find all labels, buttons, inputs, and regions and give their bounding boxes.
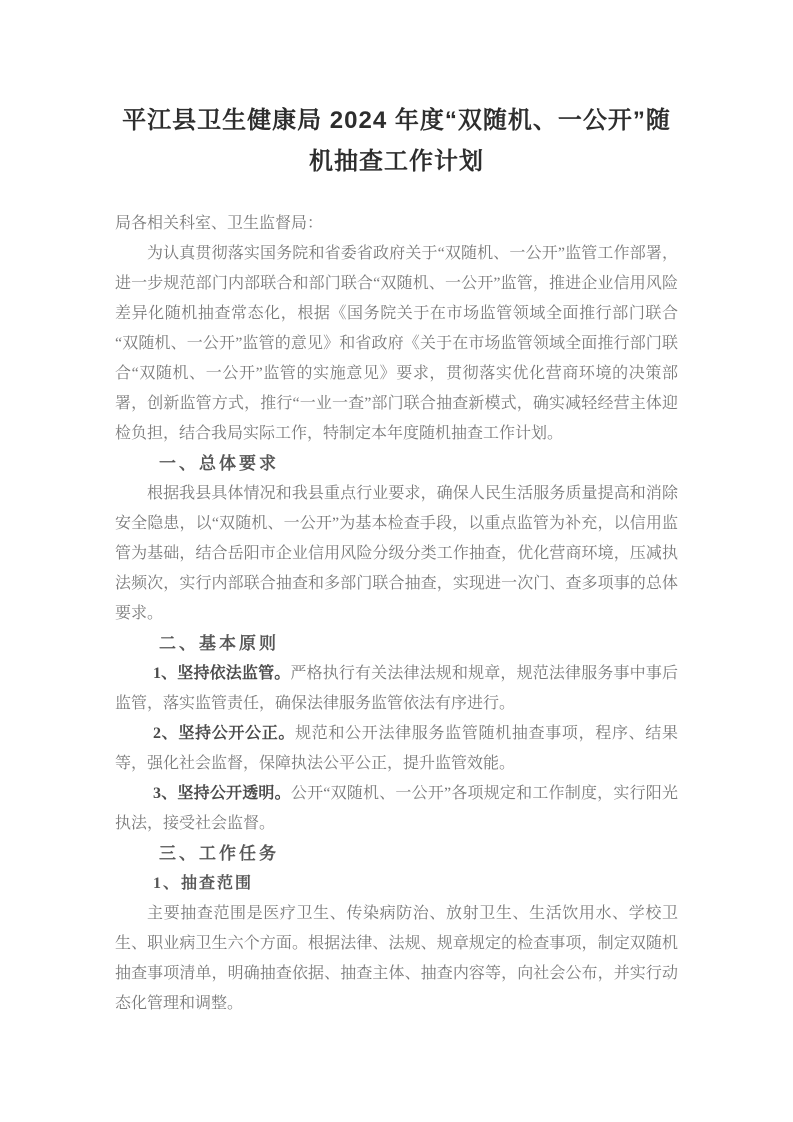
- document-title: [115, 100, 678, 182]
- principle-item-3-lead: 3、坚持公开透明。: [153, 785, 291, 802]
- principle-item-1-text: 严格执行有关法律法规和规章，规范法律服务事中事后监管，落实监管责任，确保法律服务监管依法有序进行。: [115, 665, 678, 712]
- principle-item-1: [115, 659, 678, 719]
- principle-item-1-lead: 1、坚持依法监管。: [153, 665, 291, 682]
- section-2-heading: 二、基本原则: [159, 634, 279, 653]
- document-title-line-2: 机抽查工作计划: [309, 148, 484, 175]
- document-title-line-1: 平江县卫生健康局 2024 年度“双随机、一公开”随: [122, 107, 671, 134]
- principle-item-3: [115, 779, 678, 839]
- intro-paragraph: 为认真贯彻落实国务院和省委省政府关于“双随机、一公开”监管工作部署，进一步规范部门内部联合和部门联合“双随机、一公开”监管，推进企业信用风险差异化随机抽查常态化，根据《国务院关于在市场监管领域全面推行部门联合“双随机、一公开”监管的意见》和省政府《关于在市场监管领域全面推行部门联合“双随机、一公开”监管的实施意见》要求，贯彻落实优化营商环境的决策部署，创新监管方式，推行“一业一查”部门联合抽查新模式，确实减轻经营主体迎检负担，结合我局实际工作，特制定本年度随机抽查工作计划。: [115, 245, 678, 442]
- principle-item-3-text: 公开“双随机、一公开”各项规定和工作制度，实行阳光执法，接受社会监督。: [115, 785, 678, 832]
- section-3-paragraph: 主要抽查范围是医疗卫生、传染病防治、放射卫生、生活饮用水、学校卫生、职业病卫生六个方面。根据法律、法规、规章规定的检查事项，制定双随机抽查事项清单，明确抽查依据、抽查主体、抽查内容等，向社会公布，并实行动态化管理和调整。: [115, 905, 678, 1012]
- section-3-sub-heading: 1、抽查范围: [153, 875, 254, 892]
- principle-item-2: [115, 719, 678, 779]
- principle-item-2-lead: 2、坚持公开公正。: [153, 725, 296, 742]
- document-content: [115, 100, 678, 1019]
- principle-item-2-text: 规范和公开法律服务监管随机抽查事项，程序、结果等，强化社会监督，保障执法公平公正，提升监管效能。: [115, 725, 678, 772]
- document-body: [115, 209, 678, 1019]
- salutation: 局各相关科室、卫生监督局：: [115, 215, 324, 232]
- section-1-paragraph: 根据我县具体情况和我县重点行业要求，确保人民生活服务质量提高和消除安全隐患，以“双随机、一公开”为基本检查手段，以重点监管为补充，以信用监管为基础，结合岳阳市企业信用风险分级分类工作抽查，优化营商环境，压减执法频次，实行内部联合抽查和多部门联合抽查，实现进一次门、查多项事的总体要求。: [115, 485, 678, 622]
- section-3-heading: 三、工作任务: [159, 844, 279, 863]
- section-1-heading: 一、总体要求: [159, 454, 279, 473]
